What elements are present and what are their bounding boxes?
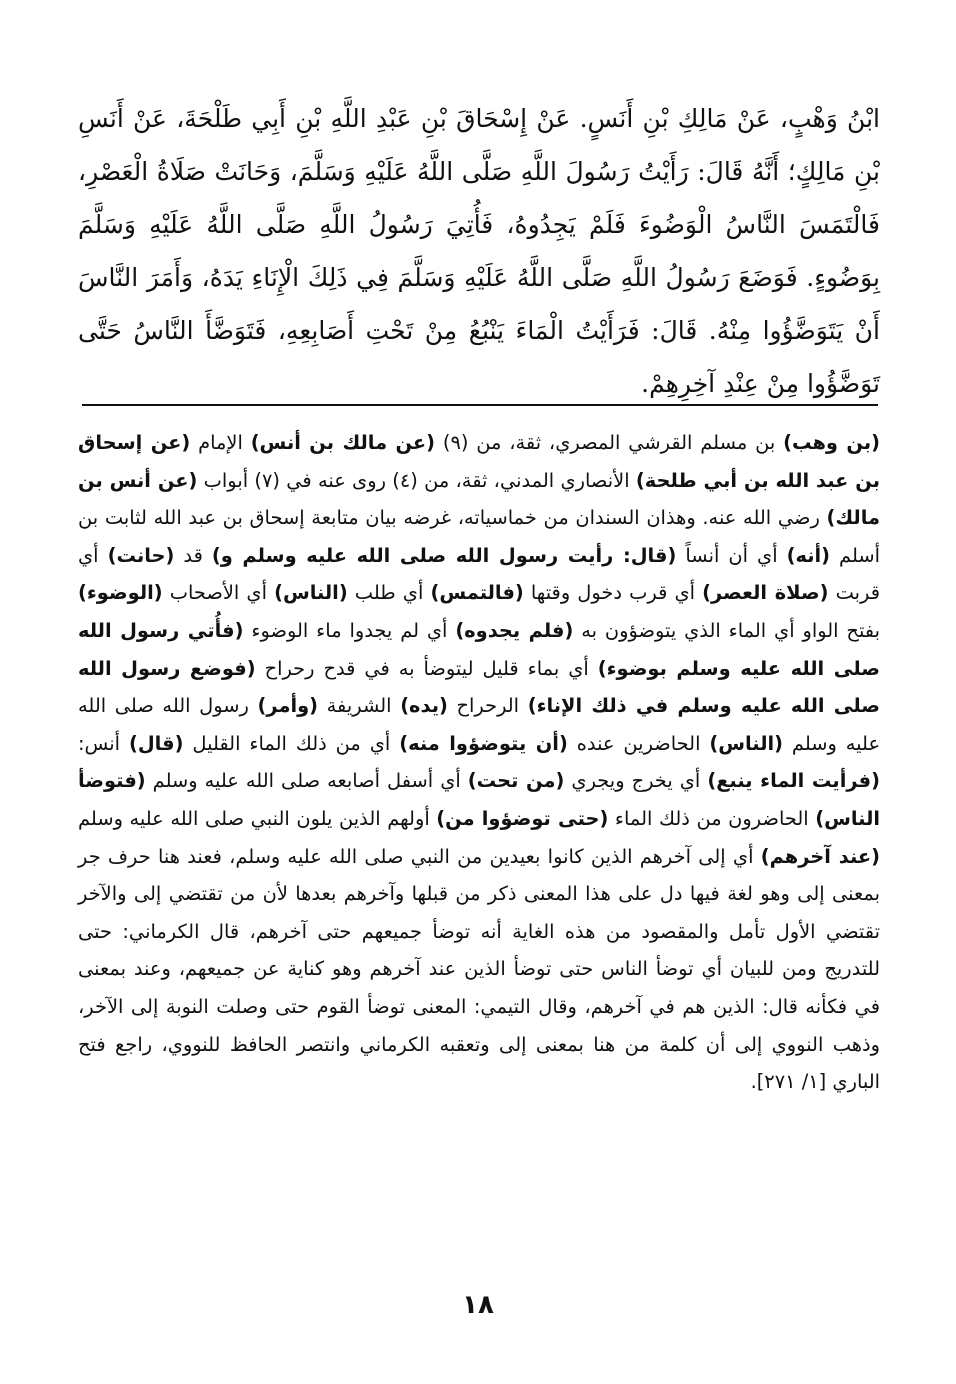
commentary-quote: (فتوضأ الناس) bbox=[78, 769, 880, 830]
hadith-paragraph: ابْنُ وَهْبٍ، عَنْ مَالِكِ بْنِ أَنَسٍ. عَنْ إِسْحَاقَ بْنِ عَبْدِ اللَّهِ بْنِ أَبِي طَلْحَةَ، عَنْ أَنَسِ بْنِ مَالِكٍ؛ أَنَّهُ قَالَ: رَأَيْتُ رَسُولَ اللَّهِ صَلَّى اللَّهُ عَلَيْهِ وَسَلَّمَ، وَحَانَتْ صَلَاةُ الْعَصْرِ، فَالْتَمَسَ النَّاسُ الْوَضُوءَ فَلَمْ يَجِدُوهُ، فَأُتِيَ رَسُولُ اللَّهِ صَلَّى اللَّهُ عَلَيْهِ وَسَلَّمَ بِوَضُوءٍ. فَوَضَعَ رَسُولُ اللَّهِ صَلَّى اللَّهُ عَلَيْهِ وَسَلَّمَ فِي ذَلِكَ الْإِنَاءِ يَدَهُ، وَأَمَرَ النَّاسَ أَنْ يَتَوَضَّؤُوا مِنْهُ. قَالَ: فَرَأَيْتُ الْمَاءَ يَنْبُعُ مِنْ تَحْتِ أَصَابِعِهِ، فَتَوَضَّأَ النَّاسُ حَتَّى تَوَضَّؤُوا مِنْ عِنْدِ آخِرِهِمْ. bbox=[78, 104, 880, 398]
commentary-span: أي إلى آخرهم الذين كانوا بعيدين من النبي صلى الله عليه وسلم، فعند هنا حرف جر بمعنى إلى وهو لغة فيها دل على هذا المعنى ذكر من قبلها وآخرهم بعدها لأن من تقتضي إلى والآخر تقتضي الأول تأمل والمقصود من هذه الغاية أنه توضأ جميعهم حتى آخرهم، قال الكرماني: حتى للتدريج ومن للبيان أي توضأ الناس حتى توضأ الذين عند آخرهم وهو كناية عن جميعهم، وعند بمعنى في فكأنه قال: الذين هم في آخرهم، وقال التيمي: المعنى توضأ القوم حتى وصلت النوبة إلى الآخر، وذهب النووي إلى أن كلمة من هنا بمعنى إلى وتعقبه الكرماني وانتصر الحافظ للنووي، راجع فتح الباري [١/ ٢٧١]. bbox=[78, 844, 880, 1094]
commentary-quote: (أن يتوضؤوا منه) bbox=[399, 731, 568, 755]
commentary-quote: (فوضع رسول الله صلى الله عليه وسلم في ذلك الإناء) bbox=[78, 656, 880, 718]
commentary-quote: (عن أنس بن مالك) bbox=[78, 468, 880, 530]
footnote-divider bbox=[82, 404, 878, 406]
commentary-span: الرحراح bbox=[447, 694, 528, 718]
commentary-quote: (الوضوء) bbox=[78, 581, 163, 605]
commentary-text bbox=[78, 424, 880, 1101]
commentary-span: أي طلب bbox=[347, 581, 431, 605]
commentary-quote: (حانت) bbox=[107, 543, 175, 567]
commentary-quote: (أنه) bbox=[786, 543, 831, 567]
commentary-quote: (فرأيت الماء ينبع) bbox=[707, 769, 880, 793]
commentary-span: أي الأصحاب bbox=[162, 581, 275, 605]
commentary-span: أي من ذلك الماء القليل bbox=[183, 731, 400, 755]
commentary-span: بفتح الواو أي الماء الذي يتوضؤون به bbox=[573, 618, 881, 642]
commentary-quote: (فلم يجدوه) bbox=[455, 618, 574, 642]
commentary-span: أي أن أنساً bbox=[676, 543, 787, 567]
commentary-quote: (قال) bbox=[128, 731, 184, 755]
commentary-quote: (بن وهب) bbox=[783, 431, 880, 454]
commentary-span: أي قربت bbox=[78, 543, 880, 605]
commentary-span: أي يخرج ويجري bbox=[564, 769, 708, 793]
hadith-text bbox=[78, 92, 880, 410]
commentary-span: الأنصاري المدني، ثقة، من (٤) روى عنه في (٧) أبواب bbox=[197, 468, 636, 492]
commentary-quote: (الناس) bbox=[274, 581, 348, 605]
commentary-span: أي قرب دخول وقتها bbox=[523, 581, 703, 605]
commentary-quote: (يده) bbox=[400, 694, 448, 718]
commentary-span: الشريفة bbox=[318, 694, 401, 718]
commentary-span: الإمام bbox=[190, 431, 251, 454]
commentary-quote: (حتى توضؤوا من) bbox=[436, 806, 609, 830]
commentary-span: رضي الله عنه. وهذان السندان من خماسياته، غرضه بيان متابعة إسحاق بن عبد الله لثابت بن أسلم bbox=[78, 506, 881, 567]
commentary-quote: (قال: رأيت رسول الله صلى الله عليه وسلم و) bbox=[211, 543, 677, 567]
commentary-quote: (فالتمس) bbox=[430, 581, 524, 605]
commentary-span: قد bbox=[174, 543, 212, 567]
commentary-span: أي أسفل أصابعه صلى الله عليه وسلم bbox=[145, 769, 468, 793]
commentary-span: أنس: bbox=[78, 731, 129, 755]
page-number: ١٨ bbox=[462, 1290, 494, 1320]
commentary-quote: (عند آخرهم) bbox=[760, 844, 880, 868]
commentary-span: رسول الله صلى الله عليه وسلم bbox=[78, 694, 881, 755]
commentary-span: الحاضرين عنده bbox=[567, 731, 710, 755]
commentary-span: أي لم يجدوا ماء الوضوء bbox=[243, 618, 456, 642]
commentary-quote: (عن مالك بن أنس) bbox=[250, 431, 436, 454]
commentary-span: أي بماء قليل ليتوضأ به في قدح رحراح bbox=[255, 656, 598, 680]
commentary-span: أولهم الذين يلون النبي صلى الله عليه وسلم bbox=[78, 806, 437, 830]
commentary-quote: (الناس) bbox=[709, 731, 783, 755]
commentary-quote: (وأمر) bbox=[257, 694, 319, 718]
commentary-span: الحاضرون من ذلك الماء bbox=[608, 806, 816, 830]
commentary-quote: (عن إسحاق بن عبد الله بن أبي طلحة) bbox=[78, 431, 880, 492]
commentary-quote: (صلاة العصر) bbox=[702, 581, 829, 605]
commentary-paragraph bbox=[78, 424, 880, 1101]
commentary-quote: (من تحت) bbox=[467, 769, 565, 793]
commentary-span: بن مسلم القرشي المصري، ثقة، من (٩) bbox=[435, 431, 784, 454]
commentary-quote: (فأُتي رسول الله صلى الله عليه وسلم بوضوء) bbox=[78, 618, 880, 680]
